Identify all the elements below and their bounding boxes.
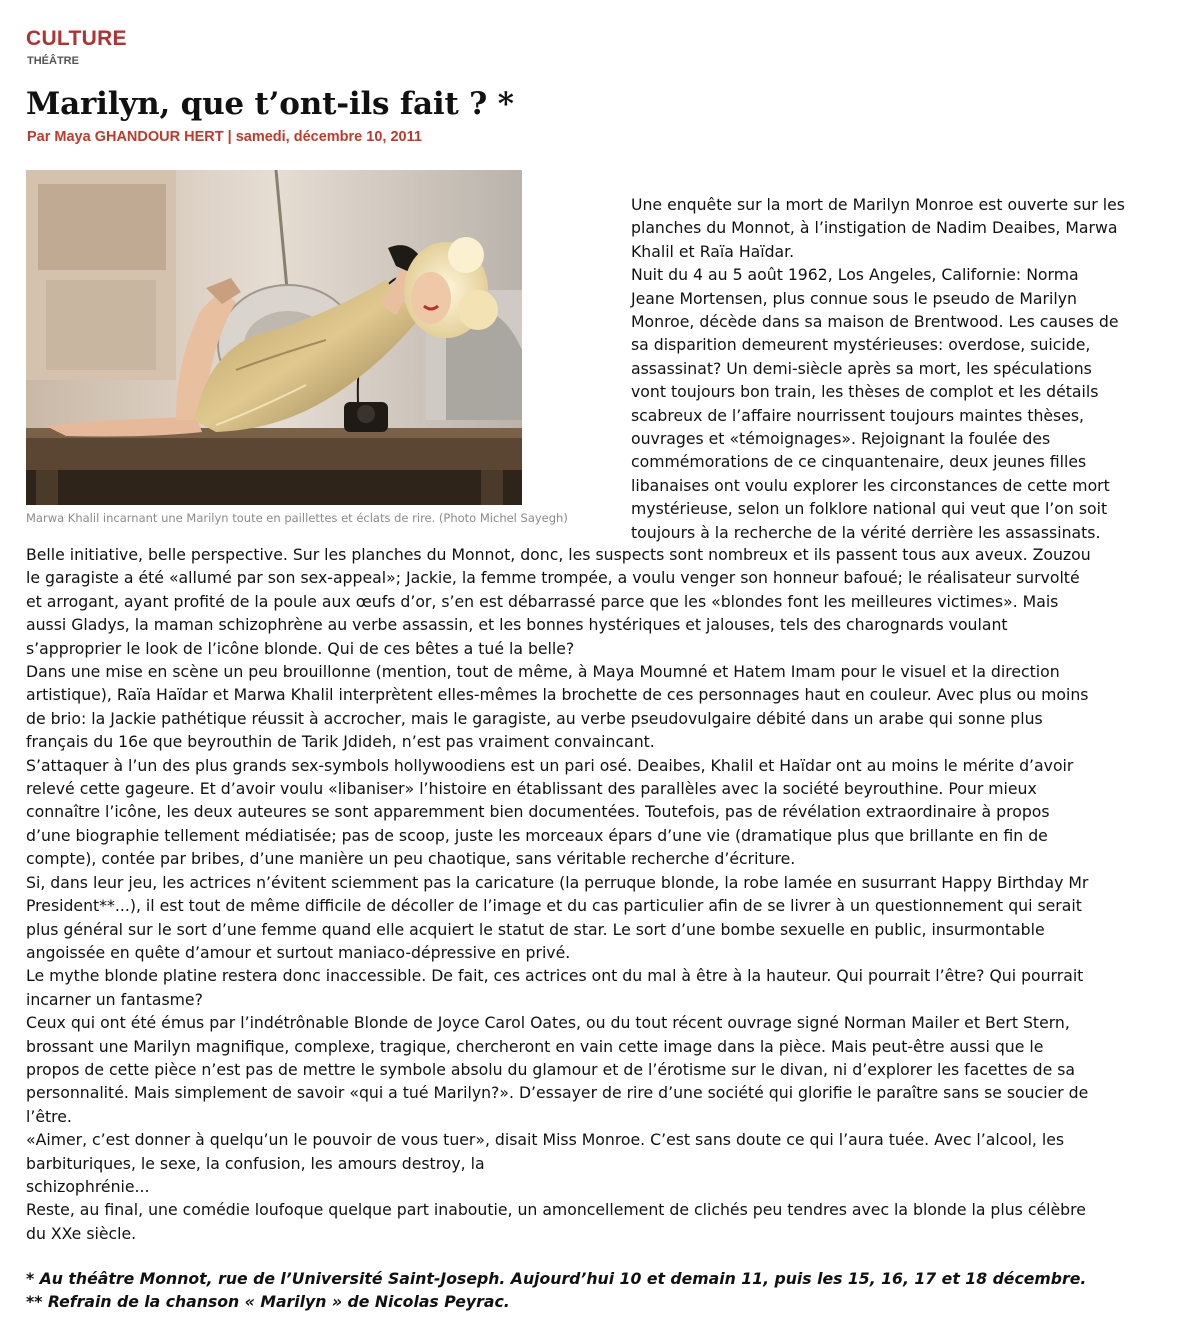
- intro-line: Khalil et Raïa Haïdar.: [631, 241, 795, 261]
- body-line: s’approprier le look de l’icône blonde. Qui de ces bêtes a tué la belle?: [26, 638, 575, 658]
- body-line: schizophrénie...: [26, 1176, 150, 1196]
- subsection-label: THÉÂTRE: [27, 55, 79, 67]
- body-line: Belle initiative, belle perspective. Sur les planches du Monnot, donc, les suspects sont nombreux et ils passent tous aux aveux. Zouzou: [26, 545, 1091, 564]
- intro-column: [631, 193, 1171, 544]
- body-line: personnalité. Mais simplement de savoir «qui a tué Marilyn?». D’essayer de rire d’une société qui glorifie le paraître sans se soucier de: [26, 1083, 1089, 1103]
- body-line: et arrogant, ayant profité de la poule aux œufs d’or, s’en est débarrassé parce que les «blondes font les meilleures victimes». Mais: [26, 591, 1059, 611]
- photo-illustration: [26, 170, 522, 505]
- intro-line: planches du Monnot, à l’instigation de Nadim Deaibes, Marwa: [631, 218, 1118, 238]
- body-line: relevé cette gageure. Et d’avoir voulu «libaniser» l’histoire en établissant des parallèles avec la société beyrouthine. Pour mieux: [26, 779, 1037, 799]
- article-title: Marilyn, que t’ont-ils fait ? *: [26, 86, 514, 122]
- body-line: connaître l’icône, les deux auteures se sont apparemment bien documentées. Toutefois, pas de révélation extraordinaire à propos: [26, 802, 1050, 822]
- body-line: barbituriques, le sexe, la confusion, les amours destroy, la: [26, 1153, 485, 1173]
- photo-caption: Marwa Khalil incarnant une Marilyn toute en paillettes et éclats de rire. (Photo Michel Sayegh): [26, 511, 568, 525]
- intro-line: assassinat? Un demi-siècle après sa mort, les spéculations: [631, 358, 1092, 378]
- body-line: d’une biographie tellement médiatisée; pas de scoop, juste les morceaux épars d’une vie (dramatique plus que brillante en fin de: [26, 825, 1048, 845]
- intro-line: commémorations de ce cinquantenaire, deux jeunes filles: [631, 452, 1087, 472]
- body-line: Si, dans leur jeu, les actrices n’évitent sciemment pas la caricature (la perruque blonde, la robe lamée en susurrant Happy Birthday Mr: [26, 872, 1089, 892]
- intro-line: libanaises ont voulu explorer les circonstances de cette mort: [631, 475, 1110, 495]
- intro-line: mystérieuse, selon un folklore national qui veut que l’on soit: [631, 499, 1108, 519]
- footnote-venue: * Au théâtre Monnot, rue de l’Université Saint-Joseph. Aujourd’hui 10 et demain 11, puis les 15, 16, 17 et 18 décembre.: [26, 1269, 1087, 1288]
- section-label[interactable]: CULTURE: [26, 27, 127, 50]
- intro-line: Une enquête sur la mort de Marilyn Monroe est ouverte sur les: [631, 195, 1125, 214]
- body-line: S’attaquer à l’un des plus grands sex-symbols hollywoodiens est un pari osé. Deaibes, Khalil et Haïdar ont au moins le mérite d’avoir: [26, 755, 1074, 775]
- article-byline: Par Maya GHANDOUR HERT | samedi, décembre 10, 2011: [27, 129, 422, 145]
- article-photo: [26, 170, 522, 505]
- intro-line: scabreux de l’affaire nourrissent toujours maintes thèses,: [631, 405, 1085, 425]
- footnotes: [26, 1267, 1166, 1314]
- intro-line: vont toujours bon train, les thèses de complot et les détails: [631, 382, 1099, 402]
- body-line: Dans une mise en scène un peu brouillonne (mention, tout de même, à Maya Moumné et Hatem Imam pour le visuel et la direction: [26, 662, 1060, 682]
- body-line: artistique), Raïa Haïdar et Marwa Khalil interprètent elles-mêmes la brochette de ces personnages haut en couleur. Avec plus ou moins: [26, 685, 1089, 705]
- body-line: compte), contée par bribes, d’une manière un peu chaotique, sans véritable recherche d’écriture.: [26, 849, 796, 869]
- intro-line: sa disparition demeurent mystérieuses: overdose, suicide,: [631, 335, 1091, 355]
- body-line: l’être.: [26, 1106, 72, 1126]
- body-line: brossant une Marilyn magnifique, complexe, tragique, chercheront en vain cette image dans la pièce. Mais peut-être aussi que le: [26, 1036, 1044, 1056]
- body-line: Ceux qui ont été émus par l’indétrônable Blonde de Joyce Carol Oates, ou du tout récent ouvrage signé Norman Mailer et Bert Stern,: [26, 1013, 1070, 1033]
- body-line: propos de cette pièce n’est pas de mettre le symbole absolu du glamour et de l’érotisme sur le divan, ni d’explorer les facettes de sa: [26, 1059, 1076, 1079]
- body-line: de brio: la Jackie pathétique réussit à accrocher, mais le garagiste, au verbe pseudovulgaire débité dans un arabe qui sonne plus: [26, 708, 1043, 728]
- intro-line: Monroe, décède dans sa maison de Brentwood. Les causes de: [631, 312, 1119, 332]
- article-body: [26, 543, 1166, 1245]
- body-line: «Aimer, c’est donner à quelqu’un le pouvoir de vous tuer», disait Miss Monroe. C’est sans doute ce qui l’aura tuée. Avec l’alcool, les: [26, 1130, 1065, 1150]
- intro-line: Jeane Mortensen, plus connue sous le pseudo de Marilyn: [631, 288, 1077, 308]
- body-line: Reste, au final, une comédie loufoque quelque part inaboutie, un amoncellement de clichés peu tendres avec la blonde la plus célèbre: [26, 1200, 1086, 1220]
- body-line: Le mythe blonde platine restera donc inaccessible. De fait, ces actrices ont du mal à être à la hauteur. Qui pourrait l’être? Qui pourrait: [26, 966, 1084, 986]
- intro-line: toujours à la recherche de la vérité derrière les assassinats.: [631, 522, 1101, 542]
- footnote-song: ** Refrain de la chanson « Marilyn » de Nicolas Peyrac.: [26, 1292, 510, 1312]
- body-line: plus général sur le sort d’une femme quand elle acquiert le statut de star. Le sort d’une bombe sexuelle en public, insurmontable: [26, 919, 1045, 939]
- body-line: angoissée en quête d’amour et surtout maniaco-dépressive en privé.: [26, 942, 571, 962]
- body-line: du XXe siècle.: [26, 1223, 137, 1243]
- body-line: incarner un fantasme?: [26, 989, 203, 1009]
- body-line: aussi Gladys, la maman schizophrène au verbe assassin, et les bonnes hystériques et jalouses, tels des charognards voulant: [26, 615, 1008, 635]
- body-line: le garagiste a été «allumé par son sex-appeal»; Jackie, la femme trompée, a voulu venger son honneur bafoué; le réalisateur survolté: [26, 568, 1080, 588]
- body-line: President**...), il est tout de même difficile de décoller de l’image et du cas particulier afin de se livrer à un questionnement qui serait: [26, 896, 1082, 916]
- body-line: français du 16e que beyrouthin de Tarik Jdideh, n’est pas vraiment convaincant.: [26, 732, 655, 752]
- intro-line: ouvrages et «témoignages». Rejoignant la foulée des: [631, 429, 1051, 449]
- intro-line: Nuit du 4 au 5 août 1962, Los Angeles, Californie: Norma: [631, 265, 1079, 285]
